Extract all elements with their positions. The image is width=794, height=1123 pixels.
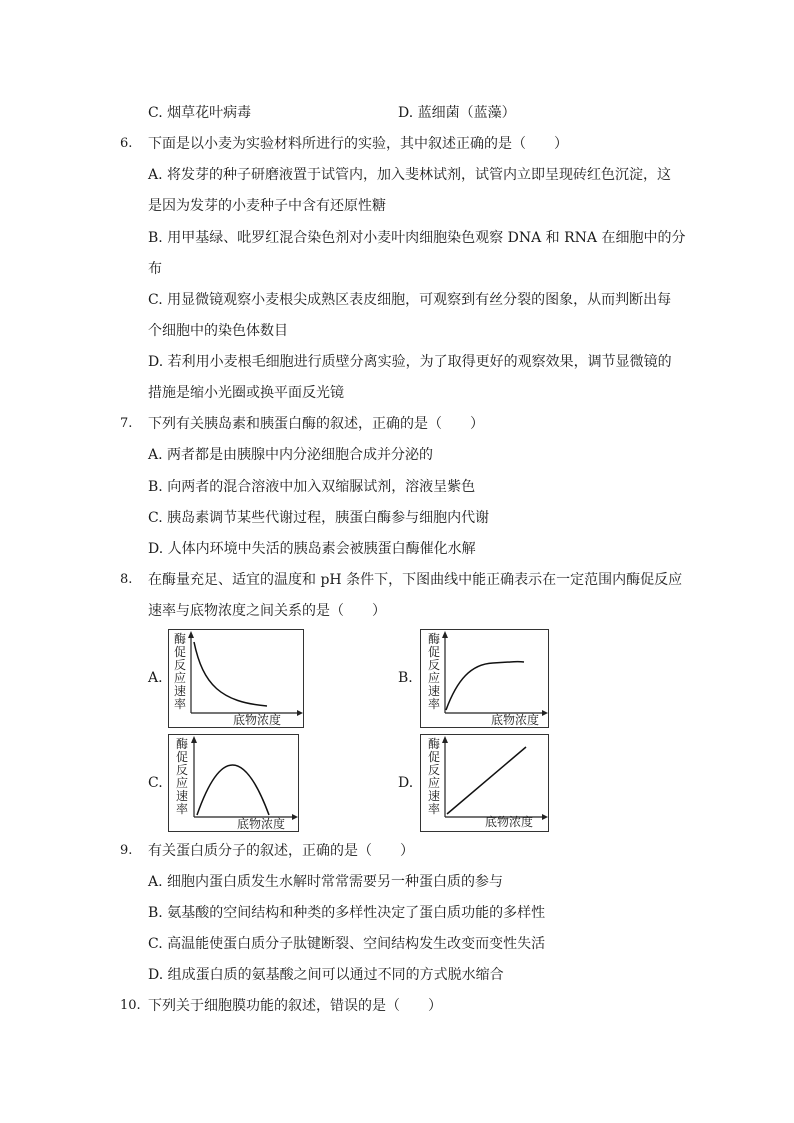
q7-option-d: D. 人体内环境中失活的胰岛素会被胰蛋白酶催化水解 [148, 541, 476, 557]
q8-graph-d-ylabel: 酶促反应速率 [427, 737, 440, 816]
q8-graph-a-xlabel: 底物浓度 [233, 713, 282, 727]
q9-option-d: D. 组成蛋白质的氨基酸之间可以通过不同的方式脱水缩合 [148, 967, 504, 983]
q8-graph-a-ylabel: 酶促反应速率 [173, 632, 186, 711]
q8-curve-a-decreasing [194, 642, 267, 706]
q6-option-b-line1: B. 用甲基绿、吡罗红混合染色剂对小麦叶肉细胞染色观察 DNA 和 RNA 在细胞中的分 [148, 230, 686, 246]
q9-option-b: B. 氨基酸的空间结构和种类的多样性决定了蛋白质功能的多样性 [148, 905, 546, 921]
q8-curve-d-linear [447, 747, 526, 814]
q8-option-d-label: D. [398, 775, 414, 791]
q6-stem: 下面是以小麦为实验材料所进行的实验，其中叙述正确的是（ ） [148, 136, 568, 152]
q6-option-b-line2: 布 [148, 261, 162, 277]
q8-curve-b-saturating [446, 662, 524, 710]
q9-stem: 有关蛋白质分子的叙述，正确的是（ ） [148, 843, 414, 859]
q9-number: 9. [120, 843, 133, 858]
q10-stem: 下列关于细胞膜功能的叙述，错误的是（ ） [148, 998, 442, 1014]
q6-option-c-line1: C. 用显微镜观察小麦根尖成熟区表皮细胞，可观察到有丝分裂的图象，从而判断出每 [148, 292, 672, 308]
q8-graph-d [420, 734, 549, 832]
q8-graph-b-xlabel: 底物浓度 [491, 713, 540, 727]
q7-option-c: C. 胰岛素调节某些代谢过程，胰蛋白酶参与细胞内代谢 [148, 510, 490, 526]
q8-stem-line1: 在酶量充足、适宜的温度和 pH 条件下，下图曲线中能正确表示在一定范围内酶促反应 [148, 572, 683, 588]
q6-option-c-line2: 个细胞中的染色体数目 [148, 323, 288, 339]
q9-option-a: A. 细胞内蛋白质发生水解时常常需要另一种蛋白质的参与 [148, 874, 504, 890]
prev-option-c: C. 烟草花叶病毒 [148, 105, 252, 121]
q8-graph-b-ylabel: 酶促反应速率 [427, 632, 440, 711]
q8-graph-d-xlabel: 底物浓度 [485, 815, 534, 829]
q8-graph-a [168, 629, 304, 728]
q7-stem: 下列有关胰岛素和胰蛋白酶的叙述，正确的是（ ） [148, 416, 484, 432]
prev-option-d: D. 蓝细菌（蓝藻） [398, 105, 516, 121]
q8-graph-c-ylabel: 酶促反应速率 [175, 737, 188, 816]
q6-option-d-line1: D. 若利用小麦根毛细胞进行质壁分离实验，为了取得更好的观察效果，调节显微镜的 [148, 354, 672, 370]
q10-number: 10. [120, 998, 141, 1013]
q7-option-b: B. 向两者的混合溶液中加入双缩脲试剂，溶液呈紫色 [148, 479, 476, 495]
q8-number: 8. [120, 572, 133, 587]
q8-stem-line2: 速率与底物浓度之间关系的是（ ） [148, 603, 386, 619]
q6-option-a-line2: 是因为发芽的小麦种子中含有还原性糖 [148, 198, 386, 214]
q6-option-d-line2: 措施是缩小光圈或换平面反光镜 [148, 385, 344, 401]
q8-graph-b [420, 629, 549, 728]
q7-number: 7. [120, 416, 133, 431]
q8-graph-c [168, 734, 299, 832]
q8-option-b-label: B. [398, 670, 413, 686]
q8-graph-c-xlabel: 底物浓度 [237, 817, 286, 831]
q6-option-a-line1: A. 将发芽的种子研磨液置于试管内，加入斐林试剂，试管内立即呈现砖红色沉淀，这 [148, 167, 672, 183]
q9-option-c: C. 高温能使蛋白质分子肽键断裂、空间结构发生改变而变性失活 [148, 936, 546, 952]
q8-curve-c-peak [197, 765, 269, 815]
q8-option-c-label: C. [148, 775, 163, 791]
q6-number: 6. [120, 136, 133, 151]
q8-option-a-label: A. [148, 670, 163, 686]
q7-option-a: A. 两者都是由胰腺中内分泌细胞合成并分泌的 [148, 447, 434, 463]
